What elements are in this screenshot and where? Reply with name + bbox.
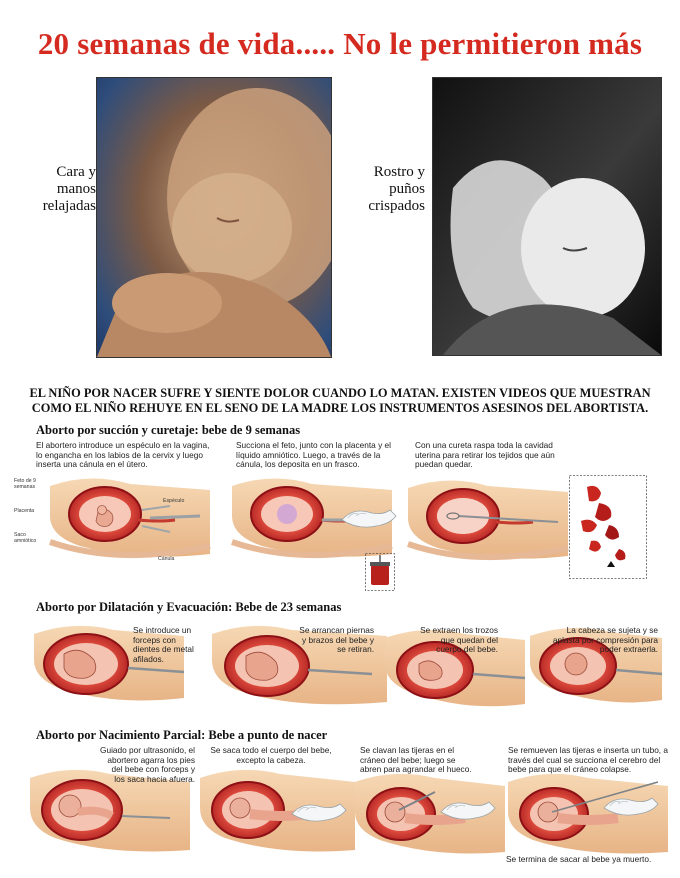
fetus-photo-relaxed	[96, 77, 332, 358]
partial-birth-step-4: Se remueven las tijeras e inserta un tubo, a través del cual se succiona el cerebro del bebe para que el cráneo colapse.	[508, 745, 669, 775]
section-heading-suction: Aborto por succión y curetaje: bebe de 9 semanas	[36, 423, 301, 437]
caption-relaxed: Cara y manos relajadas	[42, 164, 96, 214]
page-title: 20 semanas de vida..... No le permitieron más	[37, 26, 643, 61]
label-cannula: Cánula	[158, 556, 175, 562]
partial-birth-step-3: Se clavan las tijeras en el cráneo del bebe; luego se abren para agrandar el hueco.	[360, 745, 472, 775]
suction-step-2: Succiona el feto, junto con la placenta y el líquido amniótico. Luego, a través de la cánula, los deposita en un frasco.	[236, 440, 391, 470]
dilation-step-3: Se extraen los trozos que quedan del cuerpo del bebe.	[420, 625, 498, 655]
suction-illustration-3	[408, 478, 573, 568]
label-speculum: Espéculo	[163, 498, 185, 504]
partial-birth-illustration-3	[355, 772, 505, 858]
dilation-step-4: La cabeza se sujeta y se aplasta por compresión para poder extraerla.	[552, 625, 658, 655]
section-heading-dilation: Aborto por Dilatación y Evacuación: Bebe de 23 semanas	[36, 600, 342, 614]
suction-illustration-1	[50, 476, 220, 566]
partial-birth-step-1: Guiado por ultrasonido, el abortero agarra los pies del bebe con forceps y los saca hacia afuera.	[100, 745, 196, 784]
partial-birth-illustration-4	[508, 772, 668, 858]
dilation-step-2: Se arrancan piernas y brazos del bebe y se retiran.	[299, 625, 374, 655]
label-fetus: Feto de 9 semanas	[14, 478, 36, 490]
collection-jar-icon	[365, 553, 395, 591]
partial-birth-final-note: Se termina de sacar al bebe ya muerto.	[506, 854, 652, 864]
partial-birth-illustration-2	[200, 768, 355, 856]
suction-step-3: Con una cureta raspa toda la cavidad uterina para retirar los tejidos que aún puedan quedar.	[415, 440, 555, 470]
label-amniotic-sac: Saco amniótico	[14, 532, 37, 544]
section-heading-partial-birth: Aborto por Nacimiento Parcial: Bebe a punto de nacer	[36, 728, 328, 742]
suction-step-1: El abortero introduce un espéculo en la vagina, lo engancha en los labios de la cervix y luego inserta una cánula en el útero.	[36, 440, 210, 470]
label-placenta: Placenta	[14, 508, 35, 514]
fetus-photo-clenched	[432, 77, 662, 356]
remains-illustration	[569, 475, 647, 579]
dilation-step-1: Se introduce un forceps con dientes de metal afilados.	[133, 625, 194, 664]
warning-text: EL NIÑO POR NACER SUFRE Y SIENTE DOLOR CUANDO LO MATAN. EXISTEN VIDEOS QUE MUESTRAN COMO EL NIÑO REHUYE EN EL SENO DE LA MADRE LOS INSTRUMENTOS ASESINOS DEL ABORTISTA.	[29, 386, 651, 415]
caption-clenched: Rostro y puños crispados	[368, 164, 425, 214]
partial-birth-step-2: Se saca todo el cuerpo del bebe, excepto la cabeza.	[210, 745, 332, 765]
